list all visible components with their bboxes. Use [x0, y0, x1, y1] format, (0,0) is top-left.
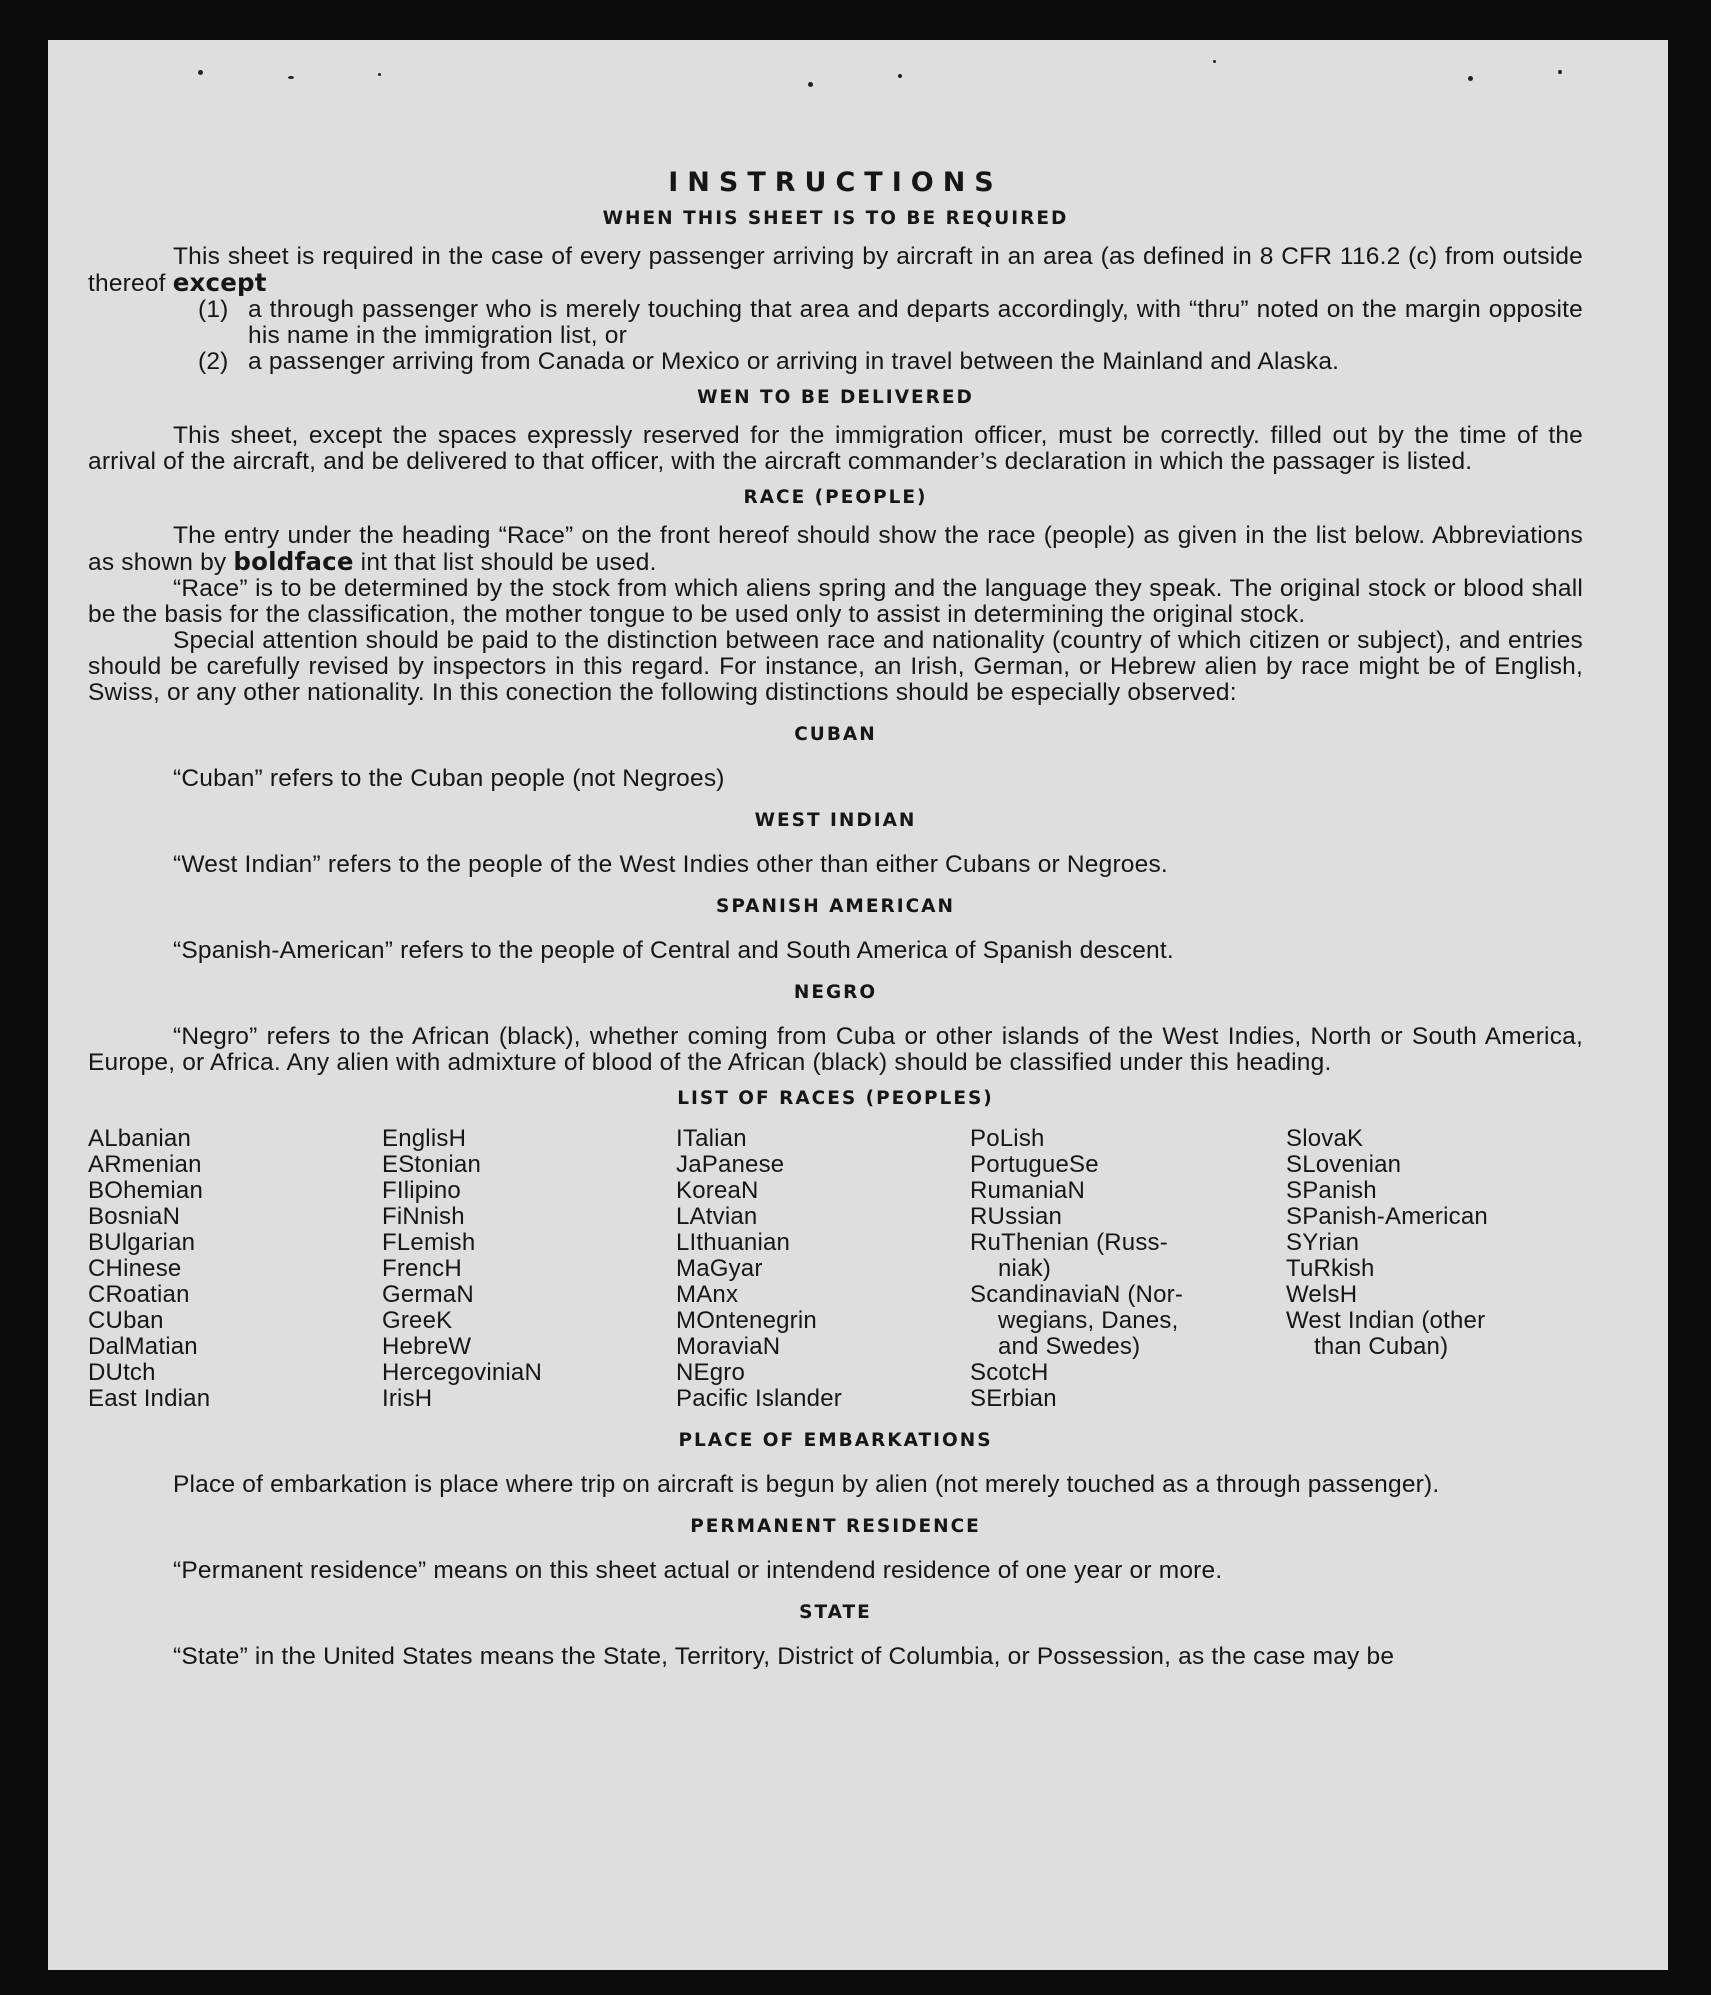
document-body: [88, 167, 1583, 1670]
embarkation-text: Place of embarkation is place where trip on aircraft is begun by alien (not merely touched as a through passenger).: [173, 1471, 1440, 1498]
list-item: wegians, Danes,: [998, 1307, 1179, 1334]
list-item: than Cuban): [1314, 1333, 1449, 1360]
race-paragraph-2: “Race” is to be determined by the stock from which aliens spring and the language they speak. The original stock or blood shall be the basis for the classification, the mother tongue to be used only to assist in determining the original stock.: [88, 575, 1583, 628]
list-item: LAtvian: [676, 1203, 758, 1230]
list-item: ScandinaviaN (Nor-: [970, 1281, 1184, 1308]
races-column-5: [1286, 1126, 1583, 1412]
list-item: IrisH: [382, 1385, 433, 1412]
list-item: BosniaN: [88, 1203, 181, 1230]
list-item: ALbanian: [88, 1125, 192, 1152]
list-item: ITalian: [676, 1125, 747, 1152]
list-item: DUtch: [88, 1359, 156, 1386]
list-item: ScotcH: [970, 1359, 1049, 1386]
list-item: PortugueSe: [970, 1151, 1099, 1178]
race-paragraph-1: The entry under the heading “Race” on the front hereof should show the race (people) as given in the list below. Abbreviations as shown by boldface int that list should be used.: [88, 522, 1583, 576]
residence-text: “Permanent residence” means on this sheet actual or intendend residence of one year or more.: [173, 1557, 1223, 1584]
state-text: “State” in the United States means the State, Territory, District of Columbia, or Possession, as the case may be: [173, 1643, 1395, 1670]
list-item: SErbian: [970, 1385, 1057, 1412]
page-title: INSTRUCTIONS: [668, 167, 1003, 198]
document-sheet: [48, 40, 1668, 1970]
section-heading-spanish-american: SPANISH AMERICAN: [716, 896, 955, 917]
races-column-4: [970, 1126, 1286, 1412]
section-heading-permanent-residence: PERMANENT RESIDENCE: [690, 1516, 981, 1537]
delivered-text: This sheet, except the spaces expressly reserved for the immigration officer, must be correctly. filled out by the time of the arrival of the aircraft, and be delivered to that officer, with the aircraft commander’s declaration in which the passager is listed.: [88, 422, 1583, 475]
list-item: HercegoviniaN: [382, 1359, 543, 1386]
list-item: BUlgarian: [88, 1229, 196, 1256]
scan-speck: [808, 82, 813, 87]
section-heading-list-of-races: LIST OF RACES (PEOPLES): [677, 1088, 994, 1109]
list-item: RumaniaN: [970, 1177, 1085, 1204]
list-item: CHinese: [88, 1255, 182, 1282]
section-heading-west-indian: WEST INDIAN: [754, 810, 917, 831]
exception-item: (2) a passenger arriving from Canada or Mexico or arriving in travel between the Mainland and Alaska.: [198, 348, 1340, 375]
scan-speck: [378, 73, 381, 76]
list-item: FiNnish: [382, 1203, 465, 1230]
list-item: SPanish: [1286, 1177, 1377, 1204]
list-item: BOhemian: [88, 1177, 203, 1204]
list-item: PoLish: [970, 1125, 1045, 1152]
spanish-american-text: “Spanish-American” refers to the people of Central and South America of Spanish descent.: [173, 937, 1174, 964]
list-item: SYrian: [1286, 1229, 1360, 1256]
race-paragraph-3: Special attention should be paid to the distinction between race and nationality (country of which citizen or subject), and entries should be carefully revised by inspectors in this regard. For instance, an Irish, German, or Hebrew alien by race might be of English, Swiss, or any other nationality. In this conection the following distinctions should be especially observed:: [88, 627, 1583, 706]
list-item: SlovaK: [1286, 1125, 1364, 1152]
cuban-text: “Cuban” refers to the Cuban people (not Negroes): [173, 765, 725, 792]
list-item: Pacific Islander: [676, 1385, 842, 1412]
list-item: and Swedes): [998, 1333, 1141, 1360]
list-item: SPanish-American: [1286, 1203, 1488, 1230]
list-item: West Indian (other: [1286, 1307, 1486, 1334]
list-item: LIthuanian: [676, 1229, 791, 1256]
scan-speck: [898, 74, 902, 78]
section-heading-place-of-embarkation: PLACE OF EMBARKATIONS: [678, 1430, 993, 1451]
exception-item: (1) a through passenger who is merely touching that area and departs accordingly, with “thru” noted on the margin opposite his name in the immigration list, or: [198, 296, 1583, 349]
list-item: FrencH: [382, 1255, 462, 1282]
list-item: GreeK: [382, 1307, 453, 1334]
scan-speck: [1468, 76, 1473, 81]
list-item: JaPanese: [676, 1151, 785, 1178]
races-list: [88, 1126, 1583, 1412]
section-heading-when-delivered: WEN TO BE DELIVERED: [697, 387, 974, 408]
list-item: EStonian: [382, 1151, 482, 1178]
section-heading-race: RACE (PEOPLE): [743, 487, 928, 508]
list-item: HebreW: [382, 1333, 472, 1360]
scan-speck: [1558, 70, 1562, 74]
scan-speck: [198, 70, 203, 75]
list-item: MoraviaN: [676, 1333, 781, 1360]
list-item: SLovenian: [1286, 1151, 1402, 1178]
list-item: CRoatian: [88, 1281, 190, 1308]
list-item: RuThenian (Russ-: [970, 1229, 1168, 1256]
list-item: MaGyar: [676, 1255, 763, 1282]
list-item: KoreaN: [676, 1177, 759, 1204]
races-column-3: [676, 1126, 970, 1412]
list-item: GermaN: [382, 1281, 474, 1308]
negro-text: “Negro” refers to the African (black), whether coming from Cuba or other islands of the West Indies, North or South America, Europe, or Africa. Any alien with admixture of blood of the African (black) should be classified under this heading.: [88, 1023, 1583, 1076]
required-intro: This sheet is required in the case of every passenger arriving by aircraft in an area (as defined in 8 CFR 116.2 (c) from outside thereof except: [88, 243, 1583, 297]
list-item: ARmenian: [88, 1151, 202, 1178]
list-item: FIlipino: [382, 1177, 461, 1204]
list-item: DalMatian: [88, 1333, 198, 1360]
races-column-1: [88, 1126, 382, 1412]
list-item: MAnx: [676, 1281, 739, 1308]
section-heading-cuban: CUBAN: [794, 724, 877, 745]
west-indian-text: “West Indian” refers to the people of the West Indies other than either Cubans or Negroes.: [173, 851, 1168, 878]
section-heading-state: STATE: [799, 1602, 872, 1623]
list-item: MOntenegrin: [676, 1307, 817, 1334]
section-heading-negro: NEGRO: [793, 982, 878, 1003]
races-column-2: [382, 1126, 676, 1412]
list-item: niak): [998, 1255, 1052, 1282]
list-item: EnglisH: [382, 1125, 467, 1152]
list-item: NEgro: [676, 1359, 746, 1386]
scan-speck: [288, 76, 294, 79]
list-item: WelsH: [1286, 1281, 1358, 1308]
list-item: TuRkish: [1286, 1255, 1375, 1282]
list-item: CUban: [88, 1307, 164, 1334]
list-item: East Indian: [88, 1385, 211, 1412]
section-heading-when-required: WHEN THIS SHEET IS TO BE REQUIRED: [602, 208, 1069, 229]
scan-speck: [1213, 60, 1216, 63]
list-item: RUssian: [970, 1203, 1063, 1230]
list-item: FLemish: [382, 1229, 476, 1256]
